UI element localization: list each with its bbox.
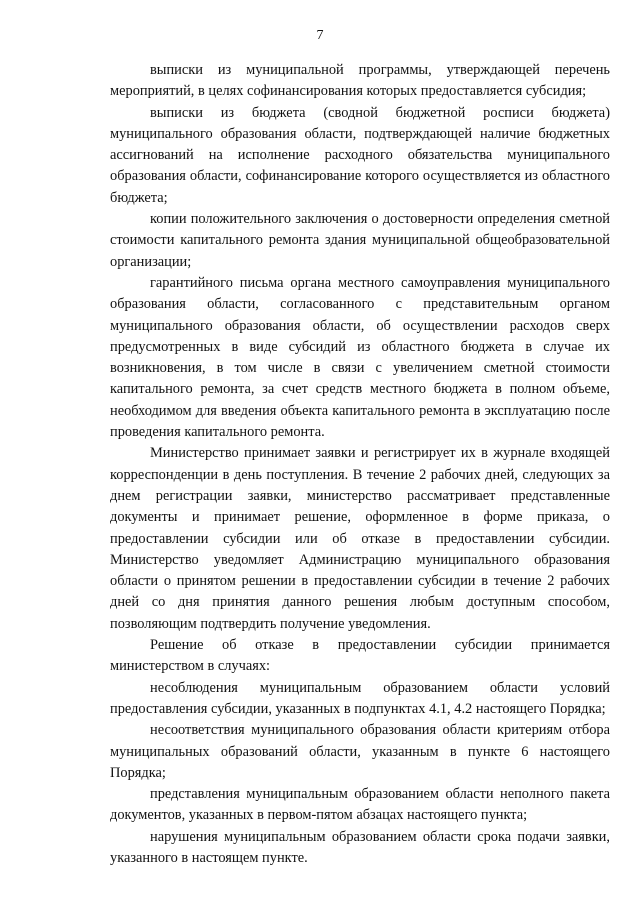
paragraph-refusal-criteria: несоответствия муниципального образования области критериям отбора муниципальных образований области, указанным в пункте 6 настоящего Порядка;: [110, 722, 610, 781]
paragraph-ministry-review: Министерство принимает заявки и регистрирует их в журнале входящей корреспонденции в день поступления. В течение 2 рабочих дней, следующих за днем регистрации заявки, министерство рассматривает представленные документы и принимает решение, оформленное в форме приказа, о предоставлении субсидии или об отказе в предоставлении субсидии. Министерство уведомляет Администрацию муниципального образования области о принятом решении в предоставлении субсидии в течение 2 рабочих дней со дня принятия данного решения любым доступным способом, позволяющим подтвердить получение уведомления.: [110, 445, 610, 632]
paragraph-guarantee-letter: гарантийного письма органа местного самоуправления муниципального образования области, согласованного с представительным органом муниципального образования области, об осуществлении расходов сверх предусмотренных в виде субсидий из областного бюджета в случае их возникновения, в том числе в связи с увеличением сметной стоимости капитального ремонта, за счет средств местного бюджета в полном объеме, необходимом для введения объекта капитального ремонта в эксплуатацию после проведения капитального ремонта.: [110, 274, 610, 441]
page-number: 7: [316, 28, 324, 43]
paragraph-budget-extract: выписки из бюджета (сводной бюджетной росписи бюджета) муниципального образования области, подтверждающей наличие бюджетных ассигнований на исполнение расходного обязательства муниципального образования области, софинансирование которого осуществляется из областного бюджета;: [110, 104, 610, 206]
paragraph-program-extract: выписки из муниципальной программы, утверждающей перечень мероприятий, в целях софинансирования которых предоставляется субсидия;: [110, 62, 610, 100]
paragraph-refusal-deadline: нарушения муниципальным образованием области срока подачи заявки, указанного в настоящем пункте.: [110, 828, 610, 866]
paragraph-refusal-documents: представления муниципальным образованием области неполного пакета документов, указанных в первом-пятом абзацах настоящего пункта;: [110, 786, 610, 824]
paragraph-refusal-conditions: несоблюдения муниципальным образованием области условий предоставления субсидии, указанных в подпунктах 4.1, 4.2 настоящего Порядка;: [110, 679, 610, 717]
paragraph-refusal-intro: Решение об отказе в предоставлении субсидии принимается министерством в случаях:: [110, 637, 610, 675]
paragraph-estimate-conclusion: копии положительного заключения о достоверности определения сметной стоимости капитального ремонта здания муниципальной общеобразовательной организации;: [110, 211, 610, 270]
document-body: [110, 60, 610, 869]
